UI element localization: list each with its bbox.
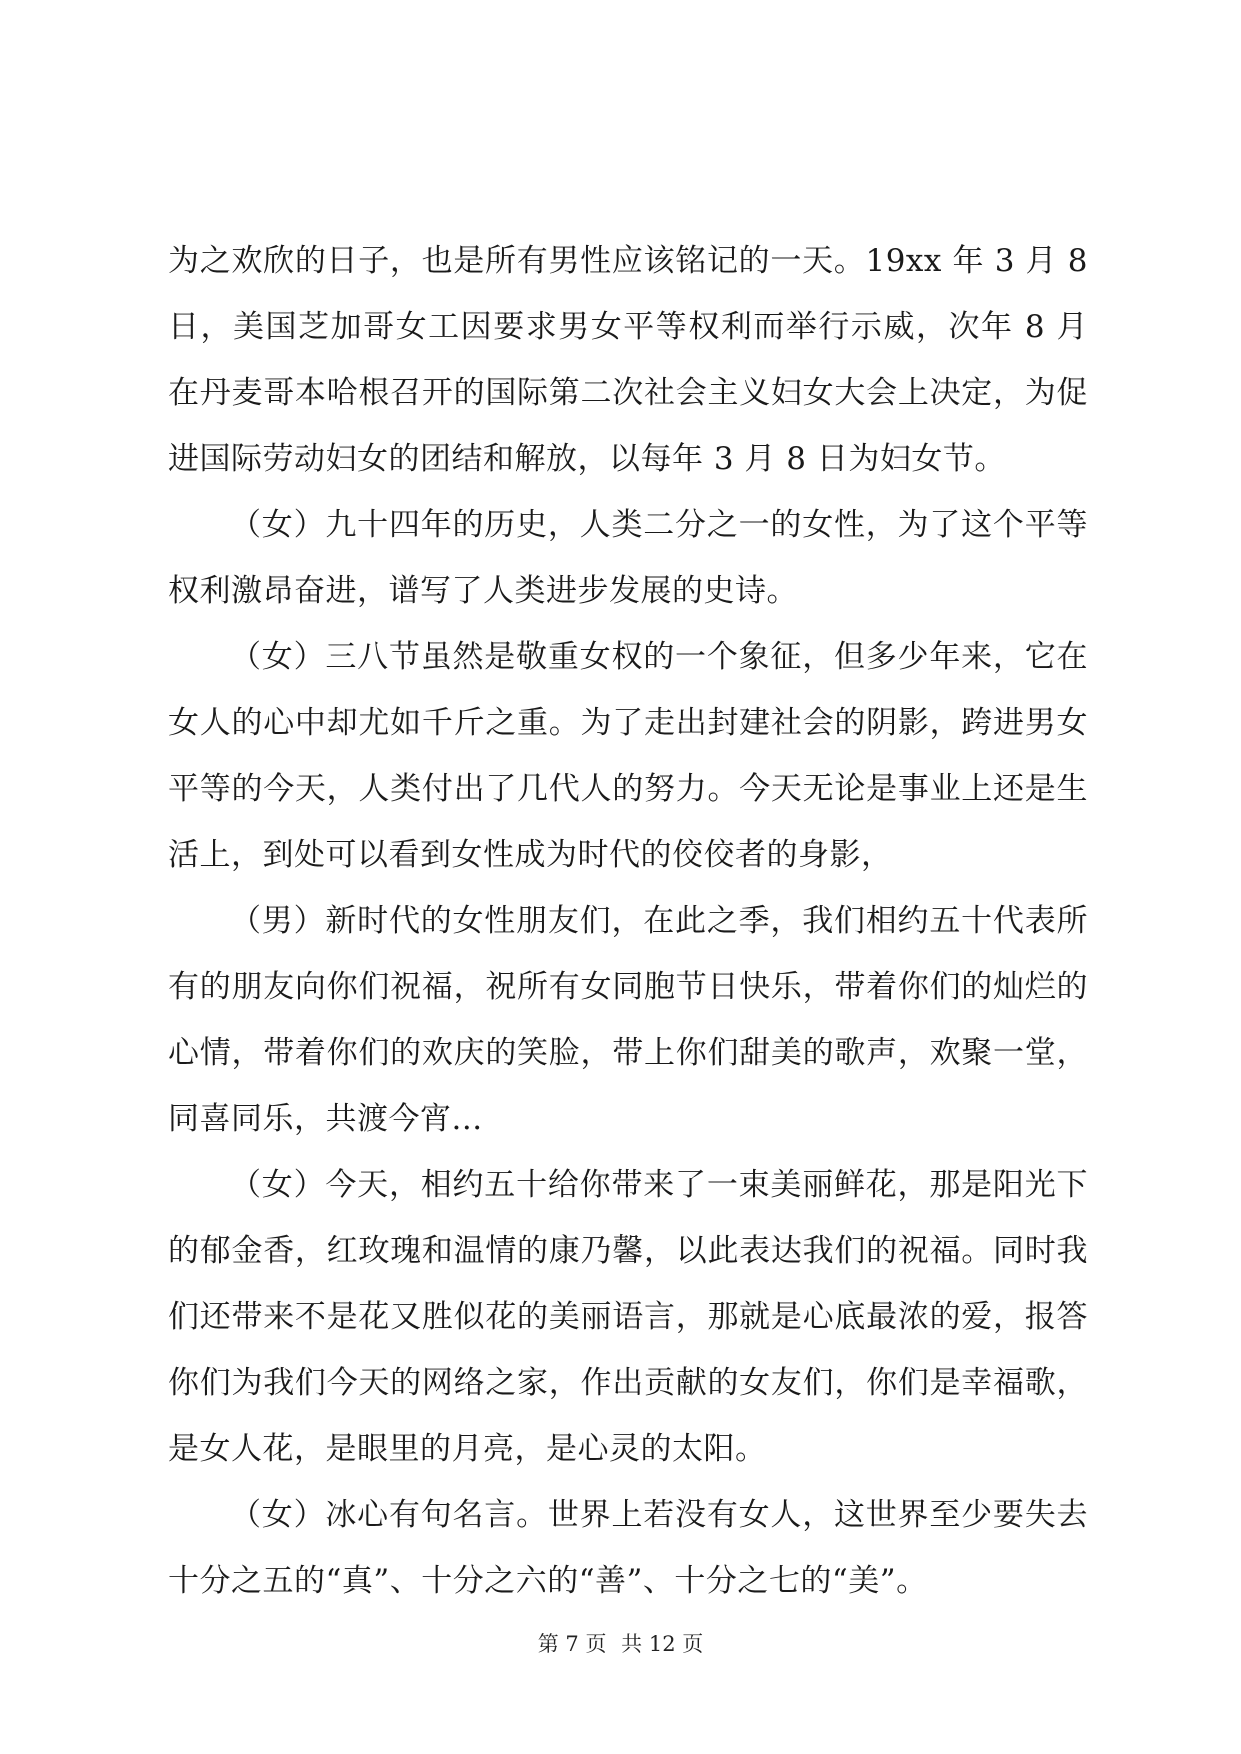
paragraph-1: 为之欢欣的日子，也是所有男性应该铭记的一天。19xx 年 3 月 8 日，美国芝加哥女工因要求男女平等权利而举行示威，次年 8 月在丹麦哥本哈根召开的国际第二次社会主义妇女大会上决定，为促进国际劳动妇女的团结和解放，以每年 3 月 8 日为妇女节。 — [168, 243, 1088, 477]
paragraph-3: （女）三八节虽然是敬重女权的一个象征，但多少年来，它在女人的心中却尤如千斤之重。为了走出封建社会的阴影，跨进男女平等的今天，人类付出了几代人的努力。今天无论是事业上还是生活上，到处可以看到女性成为时代的佼佼者的身影， — [168, 639, 1088, 873]
document-body — [168, 228, 1088, 1614]
paragraph-5: （女）今天，相约五十给你带来了一束美丽鲜花，那是阳光下的郁金香，红玫瑰和温情的康乃馨，以此表达我们的祝福。同时我们还带来不是花又胜似花的美丽语言，那就是心底最浓的爱，报答你们为我们今天的网络之家，作出贡献的女友们，你们是幸福歌，是女人花，是眼里的月亮，是心灵的太阳。 — [168, 1167, 1088, 1467]
page-total: 共 12 页 — [621, 1632, 704, 1656]
page-number: 第 7 页 — [537, 1632, 607, 1656]
paragraph-2: （女）九十四年的历史，人类二分之一的女性，为了这个平等权利激昂奋进，谱写了人类进步发展的史诗。 — [168, 507, 1088, 609]
paragraph-6: （女）冰心有句名言。世界上若没有女人，这世界至少要失去十分之五的“真”、十分之六的“善”、十分之七的“美”。 — [168, 1497, 1088, 1599]
paragraph-4: （男）新时代的女性朋友们，在此之季，我们相约五十代表所有的朋友向你们祝福，祝所有女同胞节日快乐，带着你们的灿烂的心情，带着你们的欢庆的笑脸，带上你们甜美的歌声，欢聚一堂，同喜同乐，共渡今宵... — [168, 903, 1088, 1137]
page-footer — [0, 1628, 1241, 1658]
